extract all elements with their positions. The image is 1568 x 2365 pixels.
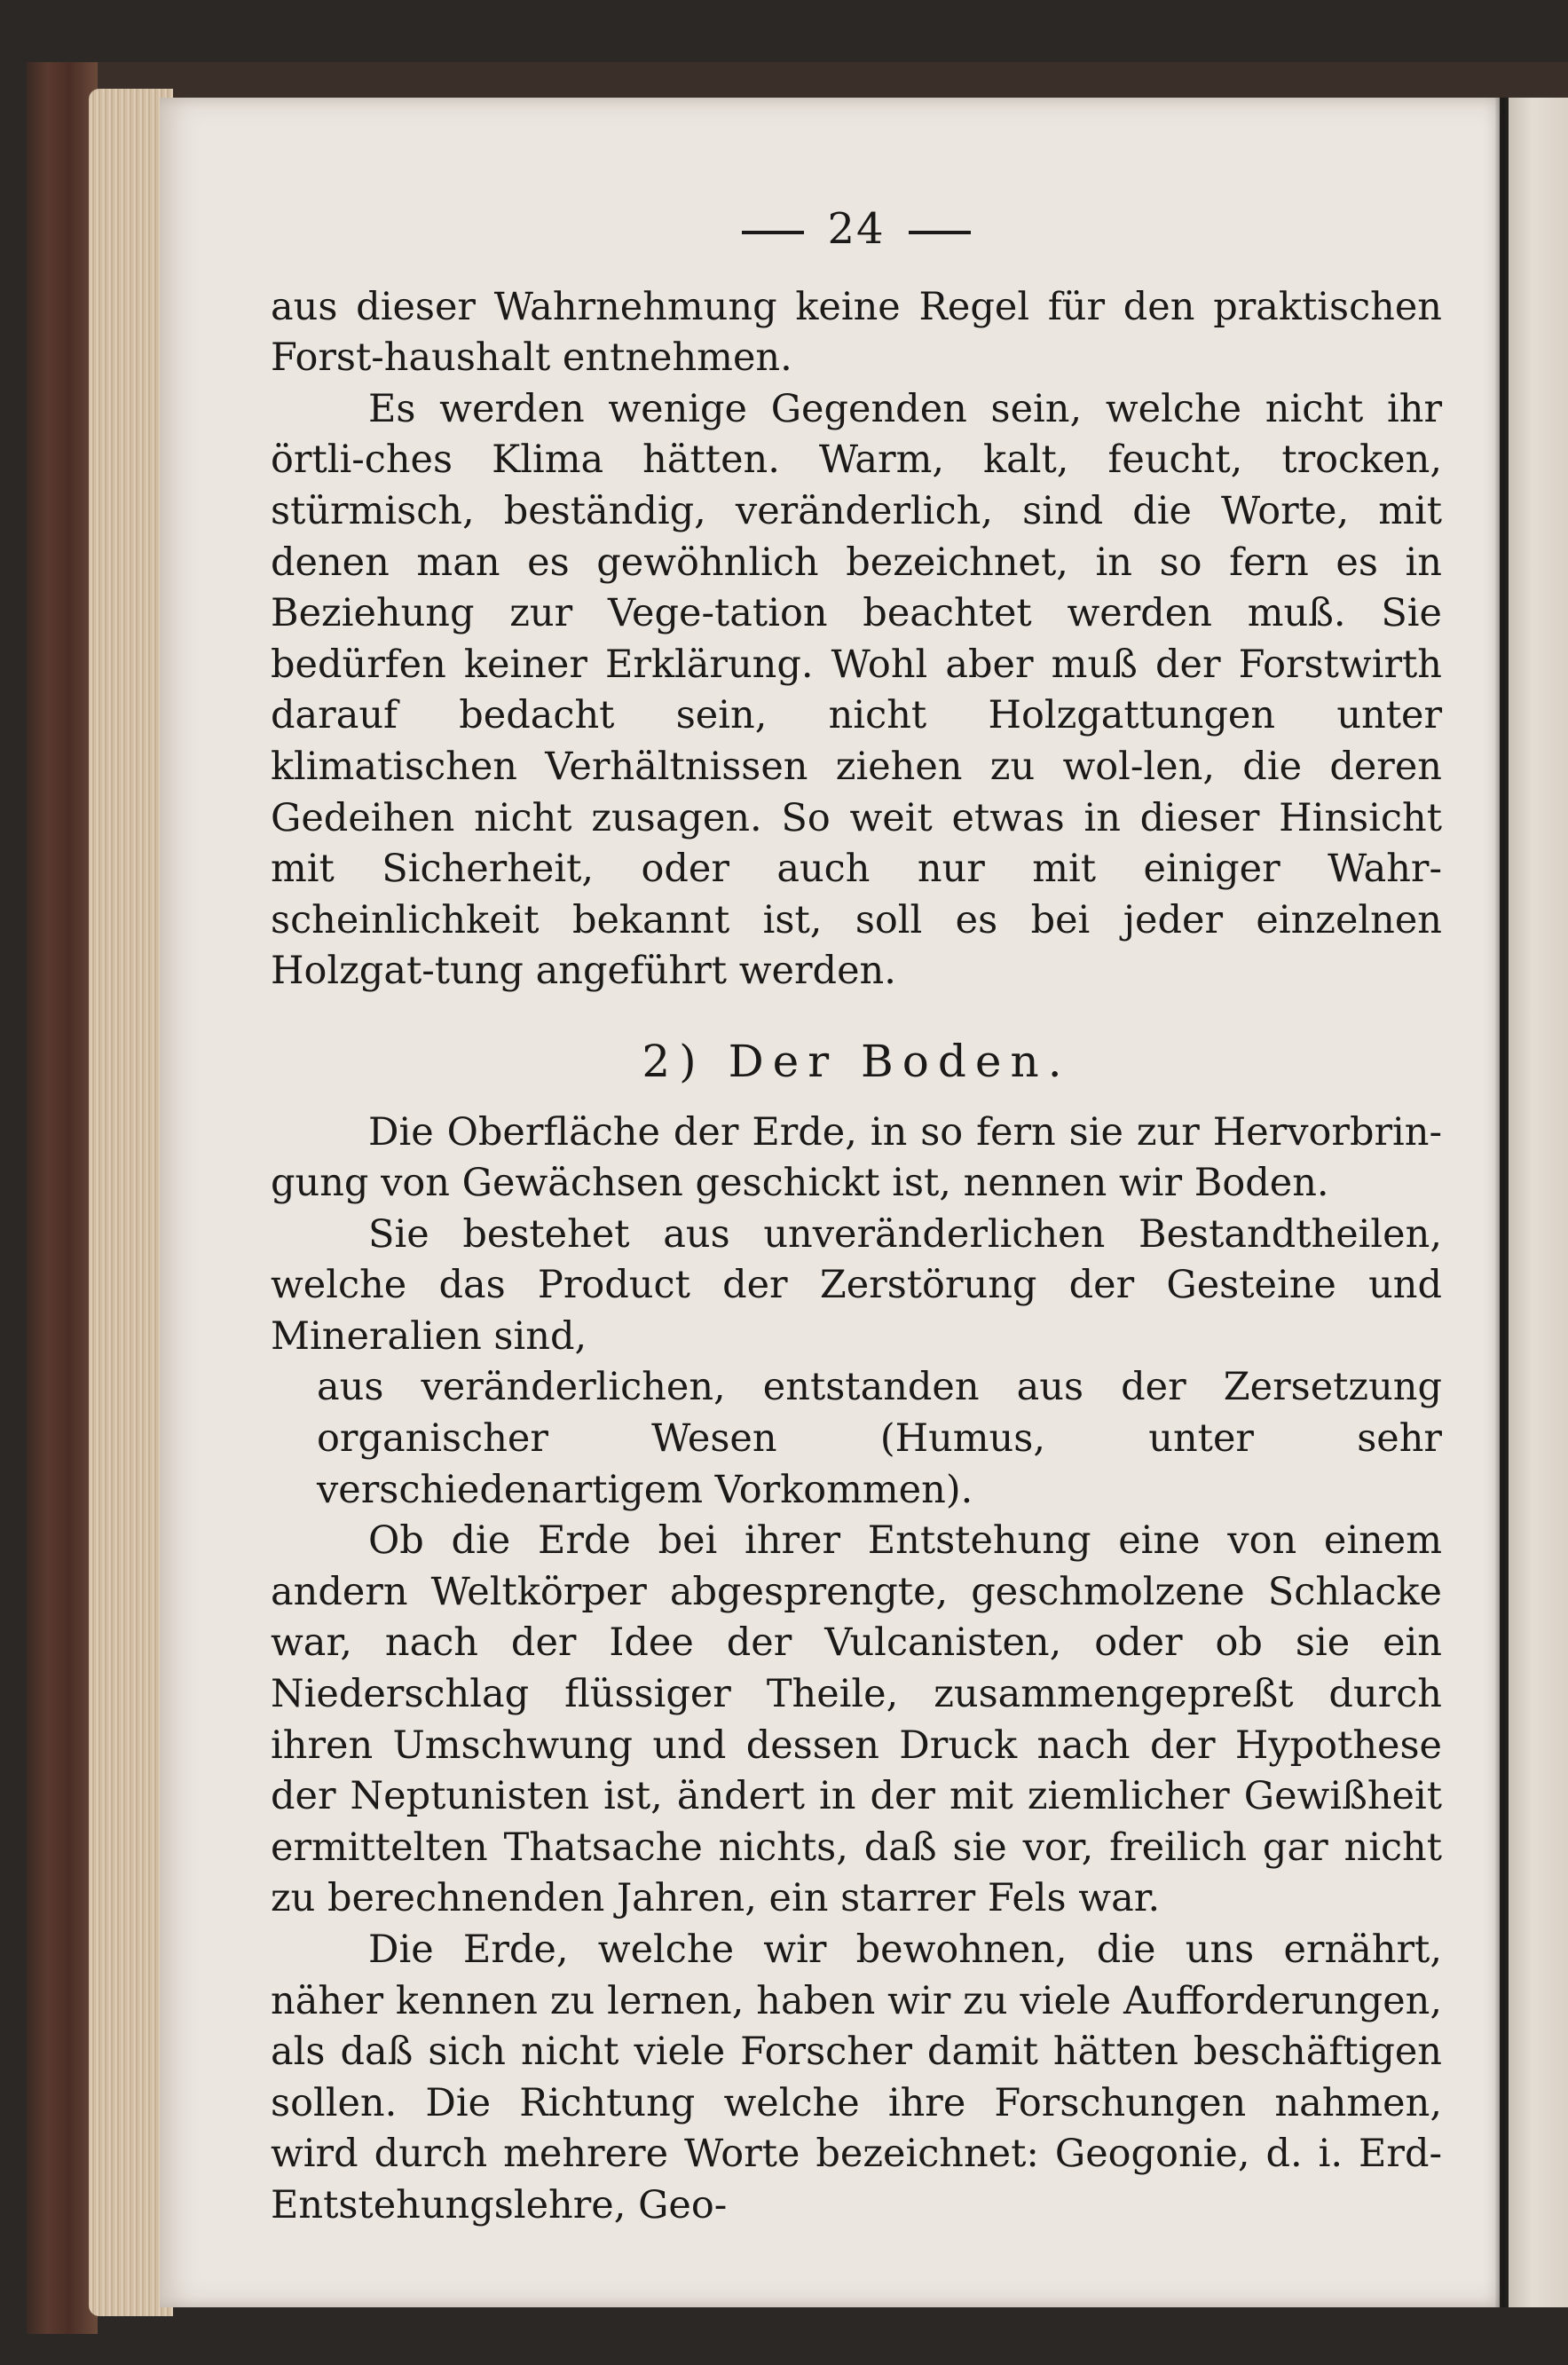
- paragraph-climate: Es werden wenige Gegenden sein, welche nicht ihr örtli-ches Klima hätten. Warm, kalt, feucht, trocken, stürmisch, beständig, veränderlich, sind die Worte, mit denen man es gewöhnlich bezeichnet, in so fern es in Beziehung zur Vege-tation beachtet werden muß. Sie bedürfen keiner Erklärung. Wohl aber muß der Forstwirth darauf bedacht sein, nicht Holzgattungen unter klimatischen Verhältnissen ziehen zu wol-len, die deren Gedeihen nicht zusagen. So weit etwas in dieser Hinsicht mit Sicherheit, oder auch nur mit einiger Wahr-scheinlichkeit bekannt ist, soll es bei jeder einzelnen Holzgat-tung angeführt werden.: [271, 386, 1442, 994]
- page-number: 24: [827, 204, 886, 254]
- page-header: [271, 204, 1442, 256]
- paragraph-earth-origin: Ob die Erde bei ihrer Entstehung eine von einem andern Weltkörper abgesprengte, geschmolzene Schlacke war, nach der Idee der Vulcanisten, oder ob sie ein Niederschlag flüssiger Theile, zusammengepreßt durch ihren Umschwung und dessen Druck nach der Hypothese der Neptunisten ist, ändert in der mit ziemlicher Gewißheit ermittelten Thatsache nichts, daß sie vor, freilich gar nicht zu berechnenden Jahren, ein starrer Fels war.: [271, 1518, 1442, 1921]
- header-dash-right: [909, 231, 971, 234]
- header-dash-left: [742, 231, 804, 234]
- page-text: [271, 204, 1442, 2232]
- book-cover-left: [27, 62, 98, 2334]
- facing-page-edge: [1509, 98, 1568, 2307]
- paragraph-soil-definition: Die Oberfläche der Erde, in so fern sie zur Hervorbrin-gung von Gewächsen geschickt ist, nennen wir Boden.: [271, 1109, 1442, 1206]
- paragraph-continuation: aus dieser Wahrnehmung keine Regel für den praktischen Forst-haushalt entnehmen.: [271, 284, 1442, 381]
- paragraph-soil-organic: aus veränderlichen, entstanden aus der Zersetzung organischer Wesen (Humus, unter sehr verschiedenartigem Vorkommen).: [317, 1365, 1442, 1512]
- book-cover-top: [27, 62, 1568, 98]
- section-heading: 2) Der Boden.: [642, 1035, 1071, 1087]
- paragraph-earth-research: Die Erde, welche wir bewohnen, die uns ernährt, näher kennen zu lernen, haben wir zu viele Aufforderungen, als daß sich nicht viele Forscher damit hätten beschäftigen sollen. Die Richtung welche ihre Forschungen nahmen, wird durch mehrere Worte bezeichnet: Geogonie, d. i. Erd-Entstehungslehre, Geo-: [271, 1927, 1442, 2227]
- paragraph-soil-composition: Sie bestehet aus unveränderlichen Bestandtheilen, welche das Product der Zerstörung der Gesteine und Mineralien sind,: [271, 1211, 1442, 1359]
